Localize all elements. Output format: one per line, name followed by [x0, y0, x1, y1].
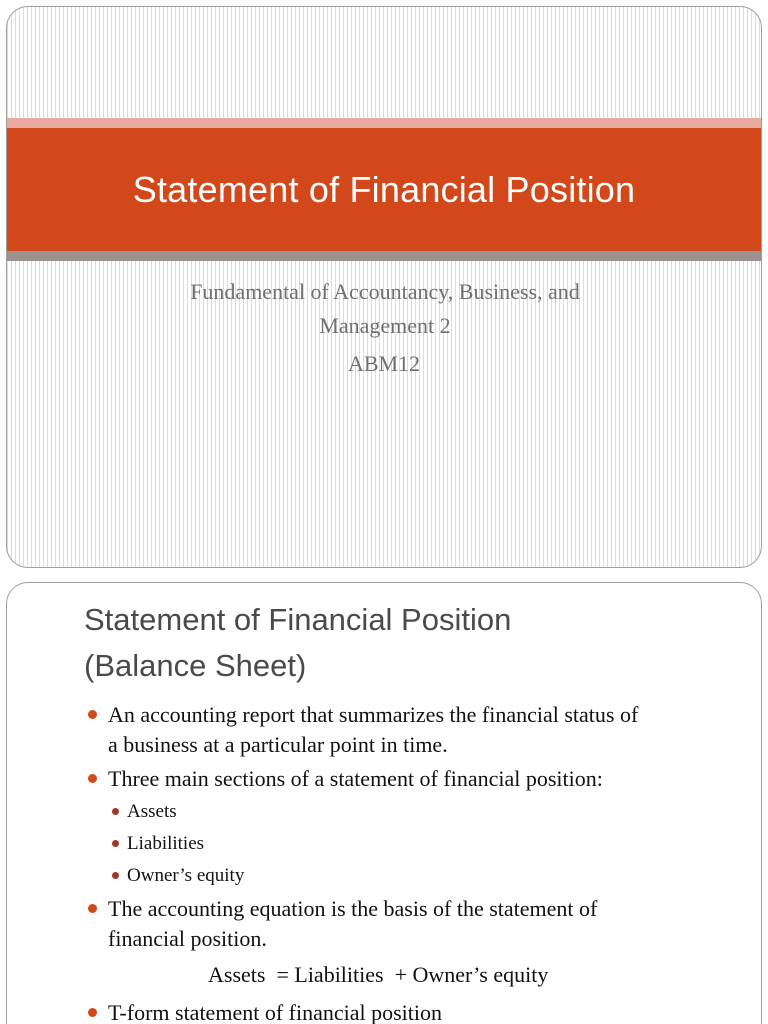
- accent-band-top: [7, 118, 761, 128]
- bullet-text-line: An accounting report that summarizes the financial status of: [108, 702, 639, 727]
- bullet-icon: [88, 904, 97, 913]
- equation-owners-equity: Owner’s equity: [412, 962, 549, 987]
- accounting-equation: [108, 960, 725, 990]
- sub-bullet-icon: [112, 808, 119, 815]
- bullet-text-line: financial position.: [108, 926, 267, 951]
- bullet-equation-basis: [85, 894, 725, 990]
- bullet-icon: [88, 710, 97, 719]
- bullet-list: [85, 700, 725, 1024]
- sub-bullet-assets: [109, 798, 725, 826]
- sub-bullet-text: Assets: [127, 801, 177, 822]
- bullet-text-line: The accounting equation is the basis of the statement of: [108, 896, 598, 921]
- sub-bullet-icon: [112, 840, 119, 847]
- title-slide: [6, 6, 762, 568]
- bullet-sections: [85, 764, 725, 794]
- sub-bullet-text: Liabilities: [127, 833, 205, 854]
- bullet-text: T-form statement of financial position: [108, 1000, 442, 1024]
- slide-title: Statement of Financial Position: [132, 168, 636, 210]
- bullet-text-line: a business at a particular point in time.: [108, 732, 448, 757]
- sub-bullet-owners-equity: [109, 862, 725, 890]
- bullet-text: Three main sections of a statement of financial position:: [108, 766, 603, 791]
- bullet-definition: [85, 700, 725, 760]
- sub-bullet-liabilities: [109, 830, 725, 858]
- bullet-icon: [88, 1008, 97, 1017]
- equation-plus: +: [394, 962, 407, 987]
- subtitle-line-2: Management 2: [319, 313, 451, 338]
- equation-assets: Assets: [208, 962, 266, 987]
- bullet-t-form: [85, 998, 725, 1024]
- heading-line-2: (Balance Sheet): [84, 648, 307, 683]
- bullet-icon: [88, 774, 97, 783]
- sub-bullet-text: Owner’s equity: [127, 865, 245, 886]
- slide-heading: [84, 597, 724, 689]
- accent-band-bottom: [7, 251, 761, 261]
- heading-line-1: Statement of Financial Position: [84, 602, 512, 637]
- course-code: ABM12: [347, 351, 421, 376]
- slide-subtitle: [107, 275, 663, 343]
- sub-bullet-icon: [112, 872, 119, 879]
- equation-equals: =: [276, 962, 289, 987]
- equation-liabilities: Liabilities: [294, 962, 384, 987]
- content-slide: [6, 582, 762, 1024]
- subtitle-line-1: Fundamental of Accountancy, Business, and: [190, 279, 580, 304]
